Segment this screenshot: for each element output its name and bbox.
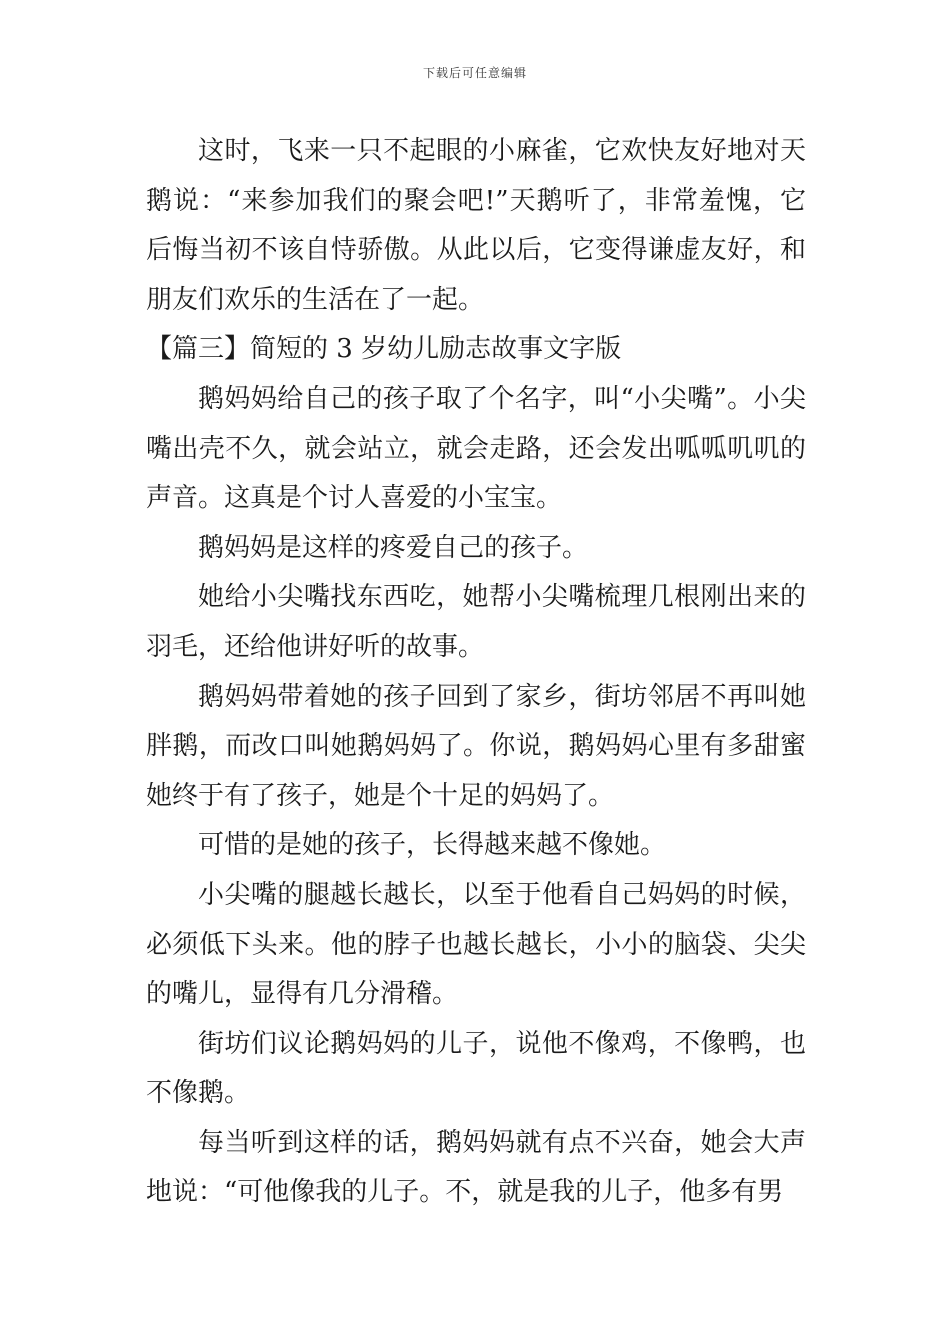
paragraph: 她给小尖嘴找东西吃，她帮小尖嘴梳理几根刚出来的羽毛，还给他讲好听的故事。 [146, 582, 806, 662]
document-body [146, 127, 806, 1218]
section-title: 【篇三】简短的 3 岁幼儿励志故事文字版 [146, 334, 622, 365]
paragraph: 鹅妈妈是这样的疼爱自己的孩子。 [198, 532, 589, 563]
paragraph: 鹅妈妈带着她的孩子回到了家乡，街坊邻居不再叫她胖鹅，而改口叫她鹅妈妈了。你说，鹅妈妈心里有多甜蜜她终于有了孩子，她是个十足的妈妈了。 [146, 681, 806, 811]
paragraph: 每当听到这样的话，鹅妈妈就有点不兴奋，她会大声地说：“可他像我的儿子。不，就是我的儿子，他多有男 [146, 1127, 806, 1208]
page-header: 下载后可任意编辑 [422, 66, 527, 80]
paragraph: 街坊们议论鹅妈妈的儿子，说他不像鸡，不像鸭，也不像鹅。 [146, 1028, 806, 1109]
paragraph: 可惜的是她的孩子，长得越来越不像她。 [198, 830, 667, 861]
paragraph: 小尖嘴的腿越长越长，以至于他看自己妈妈的时候，必须低下头来。他的脖子也越长越长，小小的脑袋、尖尖的嘴儿，显得有几分滑稽。 [146, 879, 806, 1010]
paragraph: 这时，飞来一只不起眼的小麻雀，它欢快友好地对天鹅说：“来参加我们的聚会吧!”天鹅听了，非常羞愧，它后悔当初不该自恃骄傲。从此以后，它变得谦虚友好，和朋友们欢乐的生活在了一起。 [146, 136, 806, 315]
paragraph: 鹅妈妈给自己的孩子取了个名字，叫“小尖嘴”。小尖嘴出壳不久，就会站立，就会走路，还会发出呱呱叽叽的声音。这真是个讨人喜爱的小宝宝。 [146, 383, 806, 514]
